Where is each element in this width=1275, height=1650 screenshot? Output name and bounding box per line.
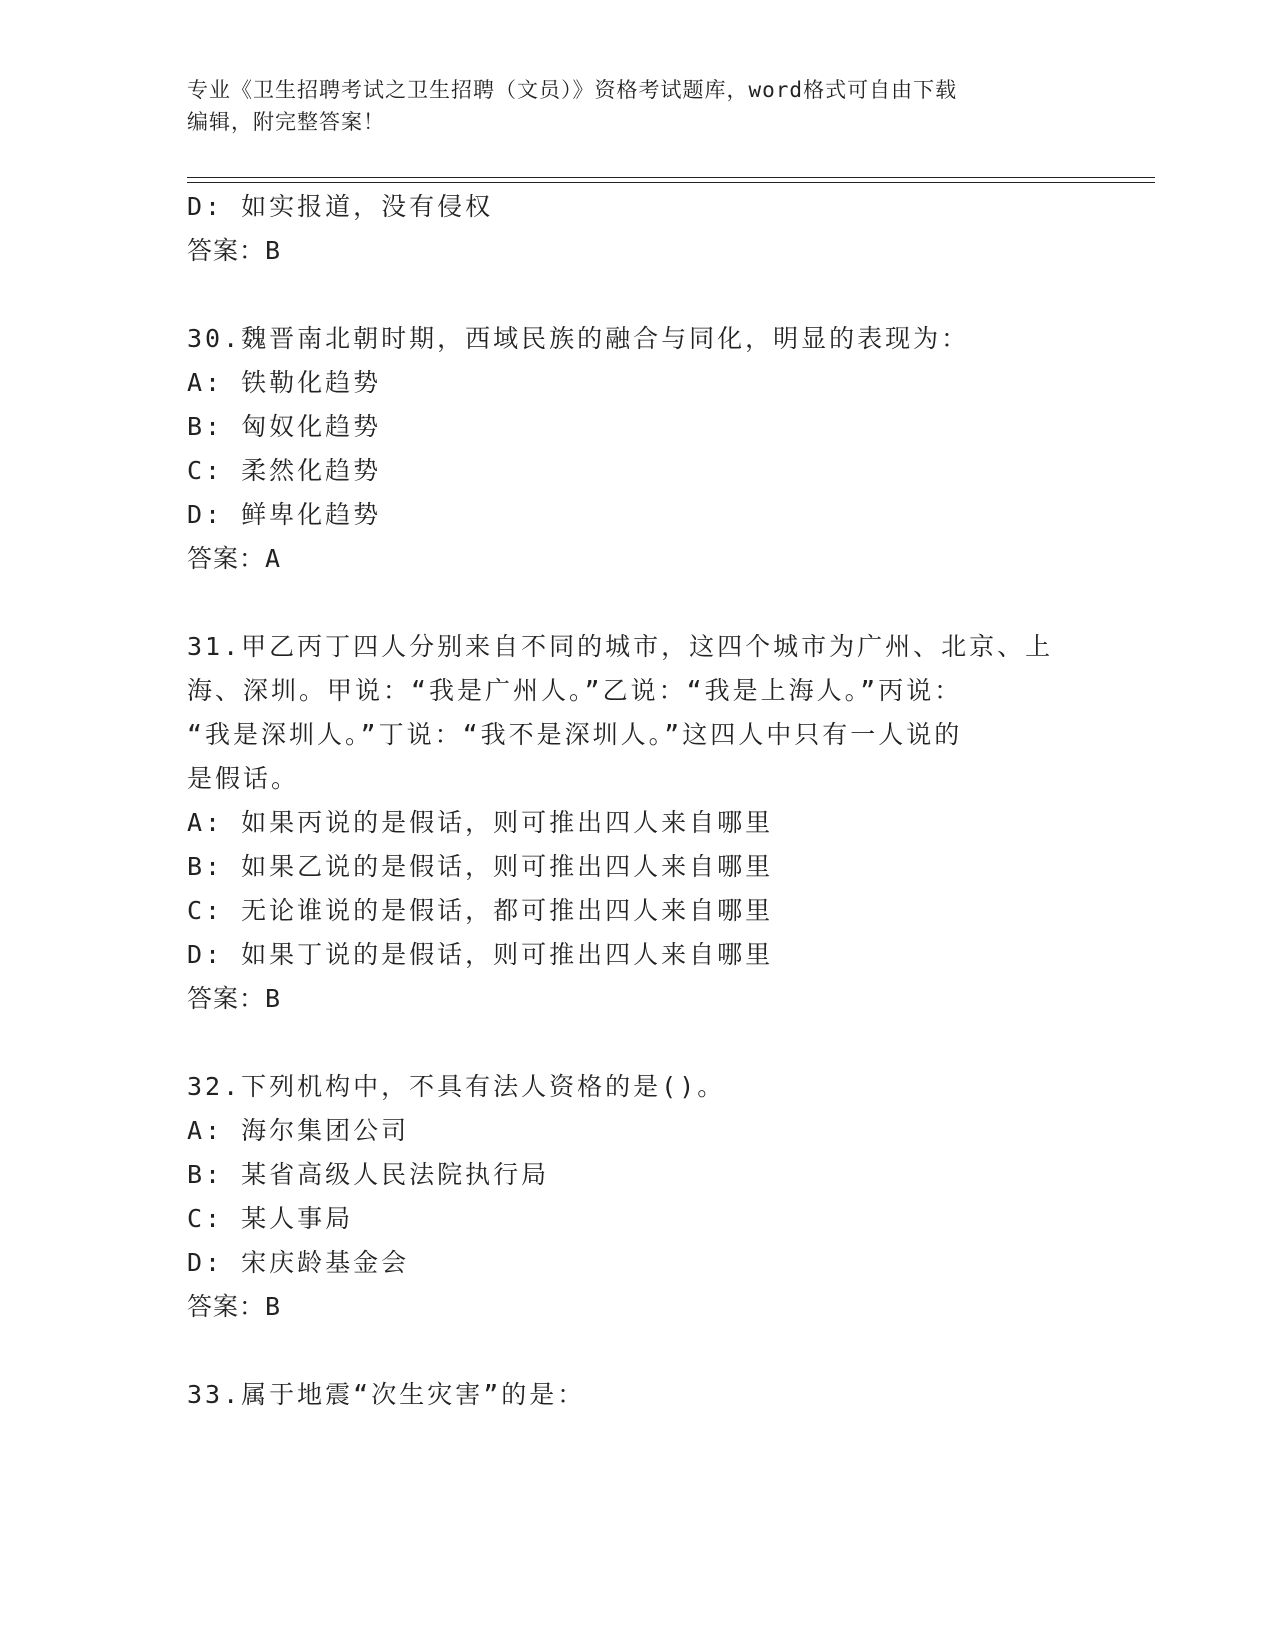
- q31-stem-line-3: “我是深圳人。”丁说：“我不是深圳人。”这四人中只有一人说的: [187, 720, 963, 749]
- q30-option-a: A: 铁勒化趋势: [187, 368, 382, 397]
- answer-label: 答案：: [187, 544, 266, 573]
- q29-answer: [187, 234, 281, 268]
- answer-value: B: [265, 984, 282, 1013]
- answer-value: B: [265, 1292, 282, 1321]
- header-line-2: 编辑，附完整答案！: [187, 110, 385, 134]
- q32-option-b: B: 某省高级人民法院执行局: [187, 1160, 550, 1189]
- q31-stem-line-1: 31.甲乙丙丁四人分别来自不同的城市，这四个城市为广州、北京、上: [187, 632, 1054, 661]
- q30-option-d: D: 鲜卑化趋势: [187, 500, 382, 529]
- q31-option-b: B: 如果乙说的是假话，则可推出四人来自哪里: [187, 852, 774, 881]
- answer-label: 答案：: [187, 236, 266, 265]
- answer-label: 答案：: [187, 984, 266, 1013]
- answer-value: A: [265, 544, 282, 573]
- q32-answer: [187, 1290, 281, 1324]
- q32-option-a: A: 海尔集团公司: [187, 1116, 410, 1145]
- q30-option-b: B: 匈奴化趋势: [187, 412, 382, 441]
- q32-option-d: D: 宋庆龄基金会: [187, 1248, 410, 1277]
- q31-stem-line-4: 是假话。: [187, 764, 300, 793]
- q31-option-c: C: 无论谁说的是假话，都可推出四人来自哪里: [187, 896, 774, 925]
- document-header: [187, 74, 1067, 138]
- q29-option-d: D: 如实报道，没有侵权: [187, 192, 494, 221]
- q31-stem-line-2: 海、深圳。甲说：“我是广州人。”乙说：“我是上海人。”丙说：: [187, 676, 963, 705]
- q31-option-d: D: 如果丁说的是假话，则可推出四人来自哪里: [187, 940, 774, 969]
- q30-option-c: C: 柔然化趋势: [187, 456, 382, 485]
- q30-stem: 30.魏晋南北朝时期，西域民族的融合与同化，明显的表现为：: [187, 324, 970, 353]
- q32-option-c: C: 某人事局: [187, 1204, 354, 1233]
- q31-answer: [187, 982, 281, 1016]
- answer-value: B: [265, 236, 282, 265]
- header-divider-bottom: [187, 182, 1155, 183]
- answer-label: 答案：: [187, 1292, 266, 1321]
- q33-stem: 33.属于地震“次生灾害”的是：: [187, 1380, 586, 1409]
- header-line-1: 专业《卫生招聘考试之卫生招聘（文员）》资格考试题库，word格式可自由下载: [187, 78, 958, 102]
- q30-answer: [187, 542, 281, 576]
- q31-option-a: A: 如果丙说的是假话，则可推出四人来自哪里: [187, 808, 774, 837]
- header-divider-top: [187, 177, 1155, 178]
- q32-stem: 32.下列机构中，不具有法人资格的是()。: [187, 1072, 726, 1101]
